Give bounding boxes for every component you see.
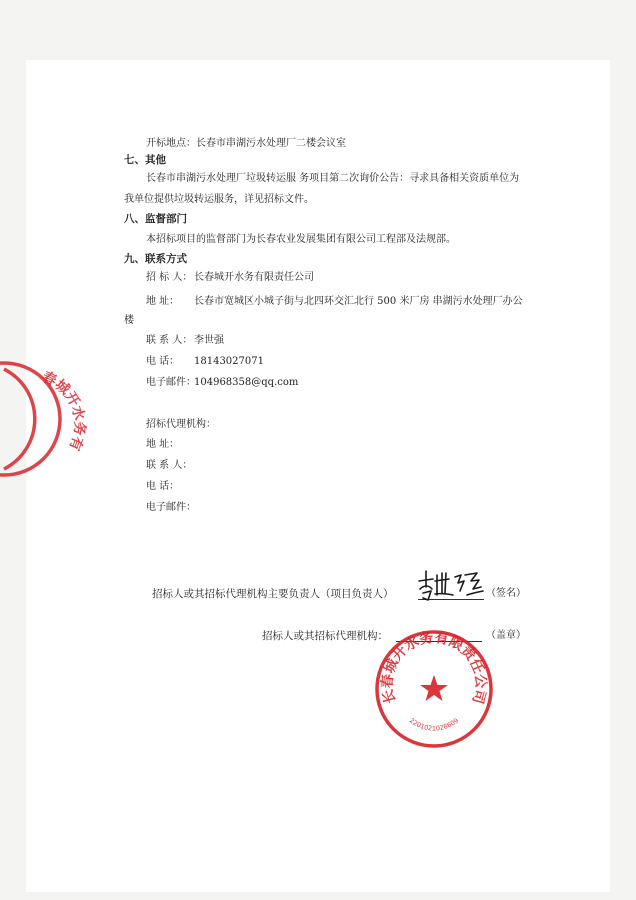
company-seal [372,627,496,751]
seal-star-icon [420,675,448,701]
address-continuation: 楼 [124,315,134,326]
agent-address-label: 地 址： [146,439,180,450]
section-7-heading: 七、其他 [124,154,166,166]
section-8-heading: 八、监督部门 [124,213,187,225]
agent-phone-label: 电 话： [146,481,180,492]
email-value: 104968358@qq.com [194,377,299,388]
phone-value: 18143027071 [194,356,264,367]
seal-note: （盖章） [486,630,526,641]
section-7-line-1: 长春市串湖污水处理厂垃圾转运服 务项目第二次询价公告：寻求具备相关资质单位为 [146,173,520,184]
sign-line-label: 招标人或其招标代理机构主要负责人（项目负责人） [152,588,394,600]
handwritten-signature [415,567,485,605]
open-location: 开标地点：长春市串湖污水处理厂二楼会议室 [146,138,346,149]
phone-label: 电 话： [146,356,180,367]
section-9-heading: 九、联系方式 [124,253,187,265]
address-label: 地 址： [146,296,180,307]
seal-code: 2201021028609 [407,716,461,733]
partial-seal-text: 春城开水务有 [39,369,88,453]
section-7-line-2: 我单位提供垃圾转运服务，详见招标文件。 [124,194,314,205]
seal-name: 长春城开水务有限责任公司 [379,629,489,706]
address-value: 长春市宽城区小城子街与北四环交汇北行 500 米厂房 串湖污水处理厂办公 [194,296,523,307]
partial-seal-left [0,357,90,481]
seal-line-label: 招标人或其招标代理机构： [262,630,388,642]
agent-contact-label: 联 系 人： [146,460,193,471]
agent-email-label: 电子邮件： [146,502,196,513]
tenderer-value: 长春城开水务有限责任公司 [194,272,314,283]
svg-text:2201021028609 [408,717,460,733]
email-label: 电子邮件： [146,377,196,388]
section-8-line-1: 本招标项目的监督部门为长春农业发展集团有限公司工程部及法规部。 [146,234,456,245]
tenderer-label: 招 标 人： [146,272,193,283]
sign-note: （签名） [486,588,526,599]
agent-label: 招标代理机构： [146,419,216,430]
contact-value: 李世强 [194,335,224,346]
contact-label: 联 系 人： [146,335,193,346]
svg-text:春城开水务有 [40,368,89,453]
